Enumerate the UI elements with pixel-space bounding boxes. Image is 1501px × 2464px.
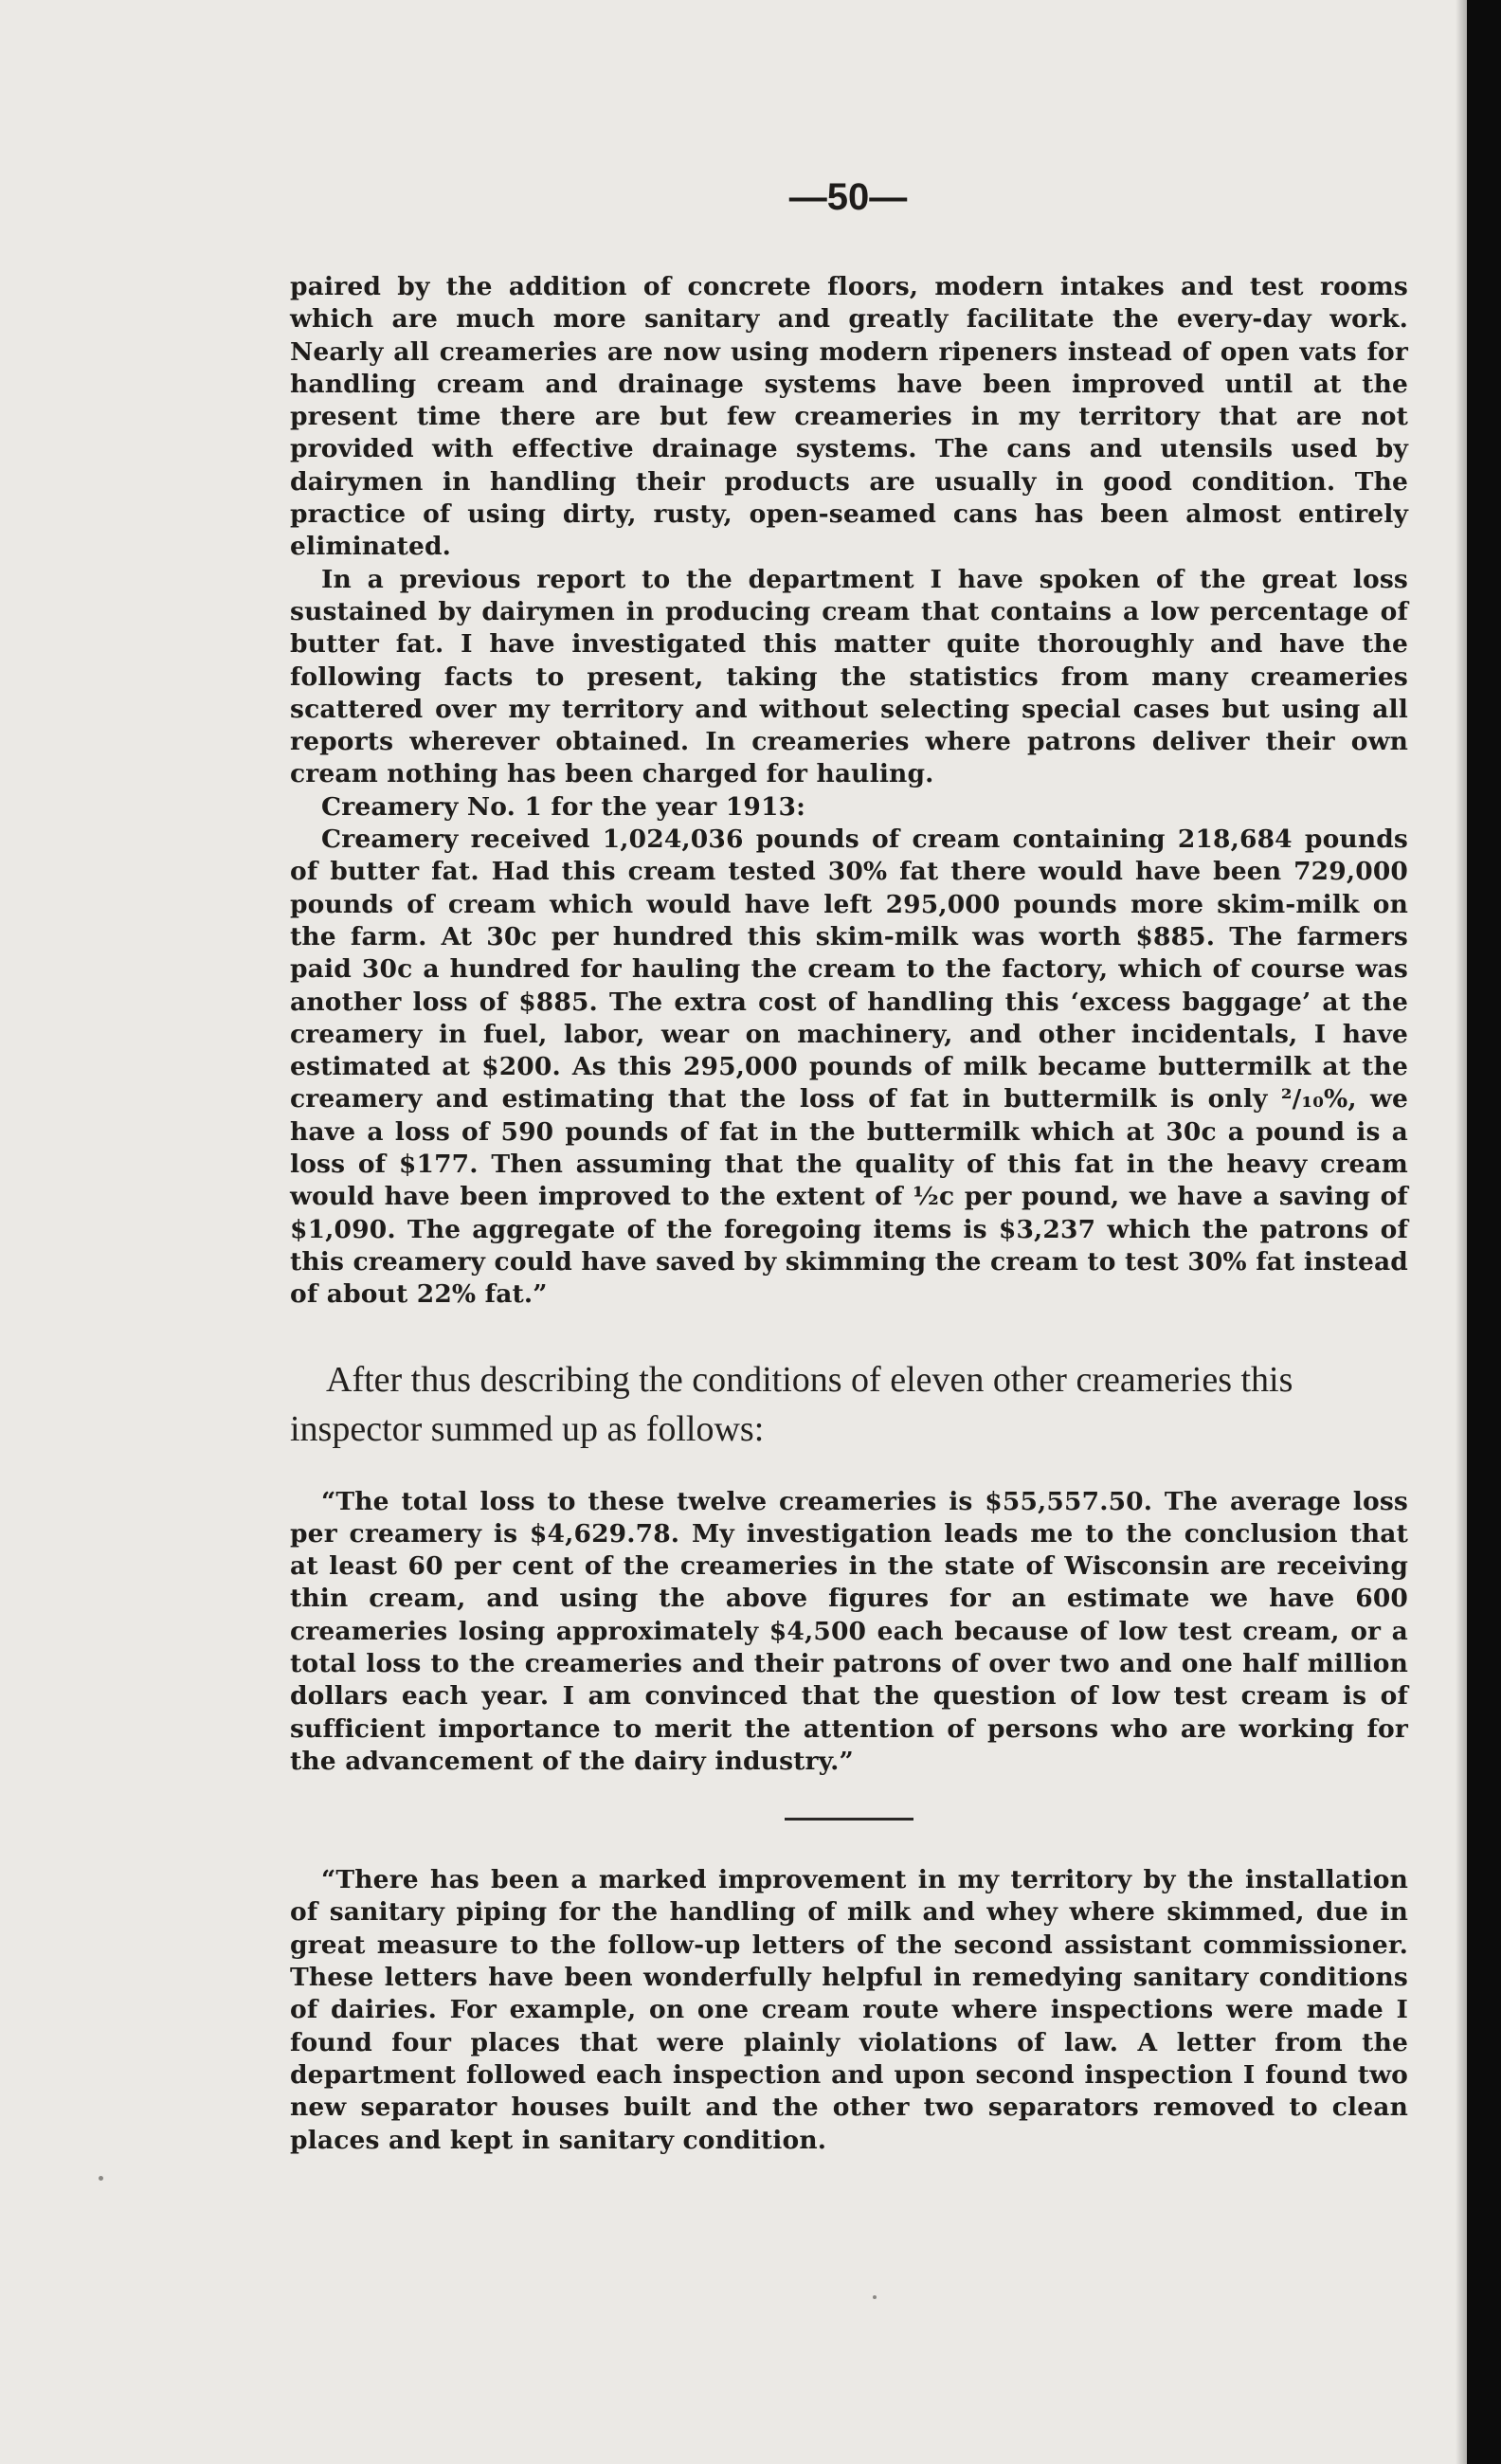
paragraph-low-test-cream: In a previous report to the department I have spoken of the great loss sustained by dairymen in producing cream that contains a low percentage of butter fat. I have investigated this matter quite thoroughly and have the following facts to present, taking the statistics from many creameries scattered over my territory and without selecting special cases but using all reports wherever obtained. In creameries where patrons deliver their own cream nothing has been charged for hauling. bbox=[290, 564, 1408, 789]
paragraph-continued: paired by the addition of concrete floors, modern intakes and test rooms which are much more sanitary and greatly facilitate the every-day work. Nearly all creameries are now using modern ripeners instead of open vats for handling cream and drainage systems have been improved until at the present time there are but few creameries in my territory that are not provided with effective drainage systems. The cans and utensils used by dairymen in handling their products are usually in good condition. The practice of using dirty, rusty, open-seamed cans has been almost entirely eliminated. bbox=[290, 272, 1408, 562]
inspector-conclusion bbox=[290, 1486, 1408, 1779]
report-excerpt bbox=[290, 271, 1408, 1312]
scan-speck bbox=[99, 2176, 103, 2181]
page-body bbox=[290, 271, 1408, 2157]
scan-border bbox=[1467, 0, 1501, 2464]
scan-speck bbox=[873, 2295, 877, 2299]
page-number: —50— bbox=[788, 176, 908, 218]
paragraph-creamery-figures: Creamery received 1,024,036 pounds of cream containing 218,684 pounds of butter fat. Had this cream tested 30% fat there would have been 729,000 pounds of cream which would have left 295,000 pounds more skim-milk on the farm. At 30c per hundred this skim-milk was worth $885. The farmers paid 30c a hundred for hauling the cream to the factory, which of course was another loss of $885. The extra cost of handling this ‘excess baggage’ at the creamery in fuel, labor, wear on machinery, and other incidentals, I have estimated at $200. As this 295,000 pounds of milk became buttermilk at the creamery and estimating that the loss of fat in buttermilk is only ²/₁₀%, we have a loss of 590 pounds of fat in the buttermilk which at 30c a pound is a loss of $177. Then assuming that the quality of this fat in the heavy cream would have been improved to the extent of ½c per pound, we have a saving of $1,090. The aggregate of the foregoing items is $3,237 which the patrons of this creamery could have saved by skimming the cream to test 30% fat instead of about 22% fat.” bbox=[290, 824, 1408, 1310]
summary-text: After thus describing the conditions of eleven other creameries this inspector summed up as follows: bbox=[290, 1359, 1293, 1449]
paragraph-sanitary-piping: “There has been a marked improvement in my territory by the installation of sanitary piping for the handling of milk and whey where skimmed, due in great measure to the follow-up letters of the second assistant commissioner. These letters have been wonderfully helpful in remedying sanitary conditions of dairies. For example, on one cream route where inspections were made I found four places that were plainly violations of law. A letter from the department followed each inspection and upon second inspection I found two new separator houses built and the other two separators removed to clean places and kept in sanitary condition. bbox=[290, 1865, 1408, 2155]
section-divider bbox=[785, 1818, 913, 1821]
page-edge-shadow bbox=[1456, 0, 1467, 2464]
paragraph-creamery-heading: Creamery No. 1 for the year 1913: bbox=[321, 791, 806, 822]
editorial-summary bbox=[290, 1355, 1408, 1454]
paragraph-total-loss: “The total loss to these twelve creameries is $55,557.50. The average loss per creamery is $4,629.78. My investigation leads me to the conclusion that at least 60 per cent of the creameries in the state of Wisconsin are receiving thin cream, and using the above figures for an estimate we have 600 creameries losing approximately $4,500 each because of low test cream, or a total loss to the creameries and their patrons of over two and one half million dollars each year. I am convinced that the question of low test cream is of sufficient importance to merit the attention of persons who are working for the advancement of the dairy industry.” bbox=[290, 1486, 1408, 1776]
sanitary-report bbox=[290, 1864, 1408, 2157]
